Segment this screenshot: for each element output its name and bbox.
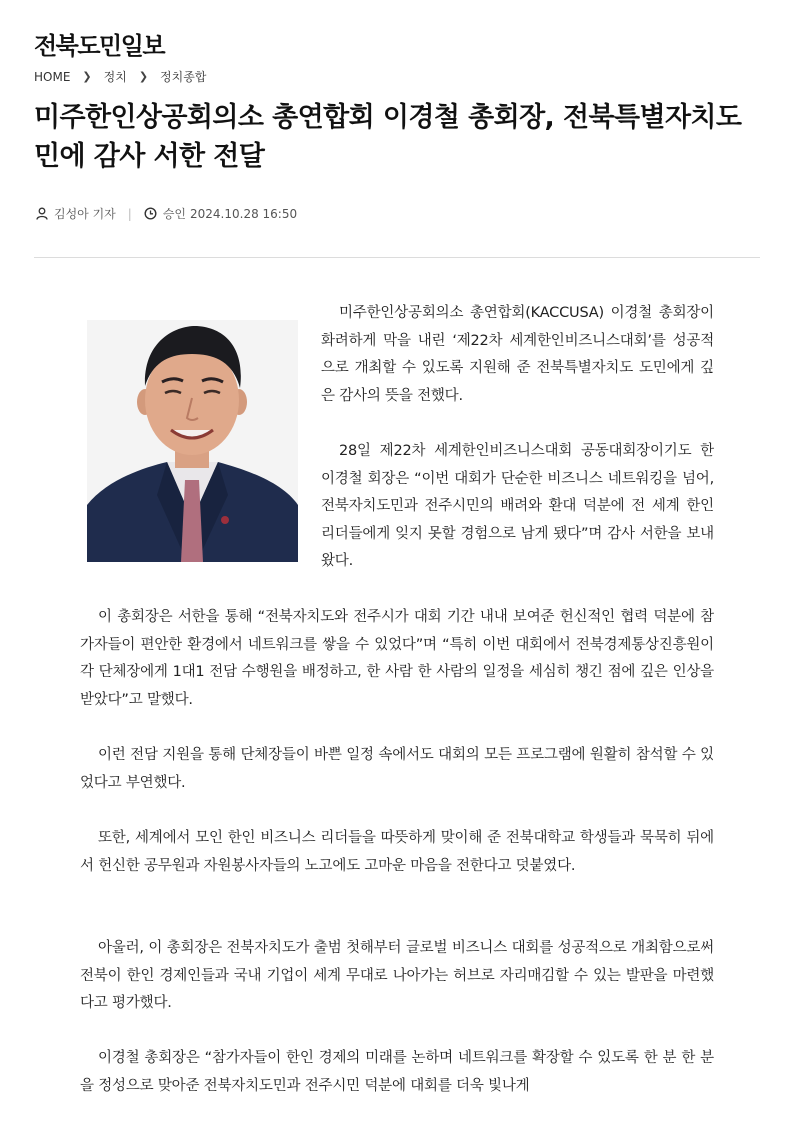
chevron-right-icon: ❯	[138, 70, 149, 83]
article-paragraph: 28일 제22차 세계한인비즈니스대회 공동대회장이기도 한 이경철 회장은 “이번 대회가 단순한 비즈니스 네트워킹을 넘어, 전북자치도민과 전주시민의 배려와 환대 덕분에 전 세계 한인 리더들에게 잊지 못할 경험으로 남게 됐다”며 감사 서한을 보내왔다.	[321, 443, 714, 569]
clock-icon	[144, 207, 157, 220]
breadcrumb-section[interactable]: 정치	[103, 70, 127, 84]
article-headline: 미주한인상공회의소 총연합회 이경철 총회장, 전북특별자치도민에 감사 서한 전달	[34, 102, 742, 172]
header-divider	[34, 257, 760, 258]
breadcrumb	[34, 68, 206, 85]
portrait-illustration	[87, 320, 298, 562]
person-icon	[36, 207, 48, 220]
article-paragraph: 이런 전담 지원을 통해 단체장들이 바쁜 일정 속에서도 대회의 모든 프로그램에 원활히 참석할 수 있었다고 부연했다.	[80, 747, 714, 791]
article-photo	[87, 320, 298, 562]
breadcrumb-subsection[interactable]: 정치종합	[160, 70, 207, 84]
byline-divider: |	[127, 206, 132, 221]
breadcrumb-home[interactable]: HOME	[34, 69, 71, 84]
publish-date: 2024.10.28 16:50	[190, 206, 298, 221]
site-logo[interactable]: 전북도민일보	[34, 32, 165, 60]
article-byline	[36, 205, 297, 222]
date-label: 승인	[162, 207, 187, 221]
reporter-name: 김성아 기자	[54, 207, 116, 221]
article-paragraph: 이 총회장은 서한을 통해 “전북자치도와 전주시가 대회 기간 내내 보여준 헌신적인 협력 덕분에 참가자들이 편안한 환경에서 네트워크를 쌓을 수 있었다”며 “특히 이번 대회에서 전북경제통상진흥원이 각 단체장에게 1대1 전담 수행원을 배정하고, 한 사람 한 사람의 일정을 세심히 챙긴 점에 깊은 인상을 받았다”고 말했다.	[80, 609, 714, 708]
chevron-right-icon: ❯	[82, 70, 92, 83]
article-paragraph: 이경철 총회장은 “참가자들이 한인 경제의 미래를 논하며 네트워크를 확장할 수 있도록 한 분 한 분을 정성으로 맞아준 전북자치도민과 전주시민 덕분에 대회를 더욱 빛나게	[80, 1050, 714, 1094]
article-paragraph: 또한, 세계에서 모인 한인 비즈니스 리더들을 따뜻하게 맞이해 준 전북대학교 학생들과 묵묵히 뒤에서 헌신한 공무원과 자원봉사자들의 노고에도 고마운 마음을 전한다고 덧붙였다.	[80, 830, 714, 874]
article-paragraph: 미주한인상공회의소 총연합회(KACCUSA) 이경철 총회장이 화려하게 막을 내린 ‘제22차 세계한인비즈니스대회’를 성공적으로 개최할 수 있도록 지원해 준 전북특별자치도 도민에게 깊은 감사의 뜻을 전했다.	[321, 305, 714, 404]
article-paragraph: 아울러, 이 총회장은 전북자치도가 출범 첫해부터 글로벌 비즈니스 대회를 성공적으로 개최함으로써 전북이 한인 경제인들과 국내 기업이 세계 무대로 나아가는 허브로 자리매김할 수 있는 발판을 마련했다고 평가했다.	[80, 940, 714, 1011]
